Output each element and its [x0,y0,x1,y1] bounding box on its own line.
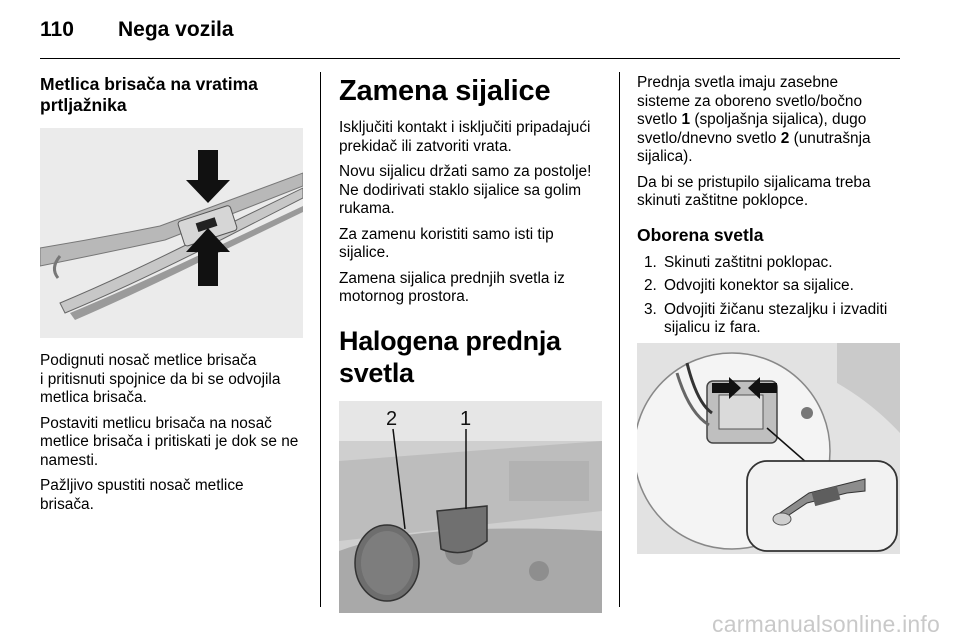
wiper-step-1-text: Podignuti nosač metlice brisača i pritisnuti spojnice da bi se odvojila metlica brisača. [40,352,281,406]
wiper-blade-illustration [40,128,303,338]
bulb-removal-illustration [637,343,900,554]
page-header [40,18,234,42]
watermark: carmanualsonline.info [712,611,940,637]
callout-label-1: 1 [460,407,472,430]
header-rule [40,58,900,59]
bulb-instruction-1: Isključiti kontakt i isključiti pripadajući prekidač ili zatvoriti vrata. [339,119,591,155]
list-item: 3. Odvojiti žičanu stezaljku i izvaditi sijalicu iz fara. [644,300,888,336]
wiper-step-3-text: Pažljivo spustiti nosač metlice brisača. [40,477,244,513]
list-item: 2. Odvojiti konektor sa sijalice. [644,277,854,294]
headlight-systems-text: Prednja svetla imaju zasebne sisteme za oboreno svetlo/bočno svetlo 1 (spoljašnja sijalica), dugo svetlo/dnevno svetlo 2 (unutrašnja sijalica). [637,74,871,165]
low-beam-heading: Oborena svetla [637,224,764,245]
bulb-instruction-3: Za zamenu koristiti samo isti tip sijalice. [339,225,554,261]
column-divider-2 [619,72,620,607]
column-1 [40,74,306,521]
halogen-headlights-heading: Halogena prednja svetla [339,325,561,388]
list-item: 1. Skinuti zaštitni poklopac. [644,253,833,271]
rear-wiper-heading: Metlica brisača na vratima prtljažnika [40,74,258,115]
column-divider-1 [320,72,321,607]
bulb-instruction-2: Novu sijalicu držati samo za postolje! Ne dodirivati staklo sijalice sa golim rukama. [339,163,592,217]
bulb-instruction-4: Zamena sijalica prednjih svetla iz motornog prostora. [339,269,565,305]
halogen-headlight-illustration [339,401,602,613]
low-beam-steps [637,254,907,338]
section-title: Nega vozila [118,18,234,41]
page-number: 110 [40,18,74,41]
column-3 [637,74,907,554]
protective-covers-text: Da bi se pristupilo sijalicama treba skinuti zaštitne poklopce. [637,173,871,209]
wiper-step-2-text: Postaviti metlicu brisača na nosač metlice brisača i pritiskati je dok se ne namesti. [40,414,299,469]
callout-label-2: 2 [386,407,398,430]
column-2 [339,74,607,613]
bulb-replacement-heading: Zamena sijalice [339,75,551,107]
